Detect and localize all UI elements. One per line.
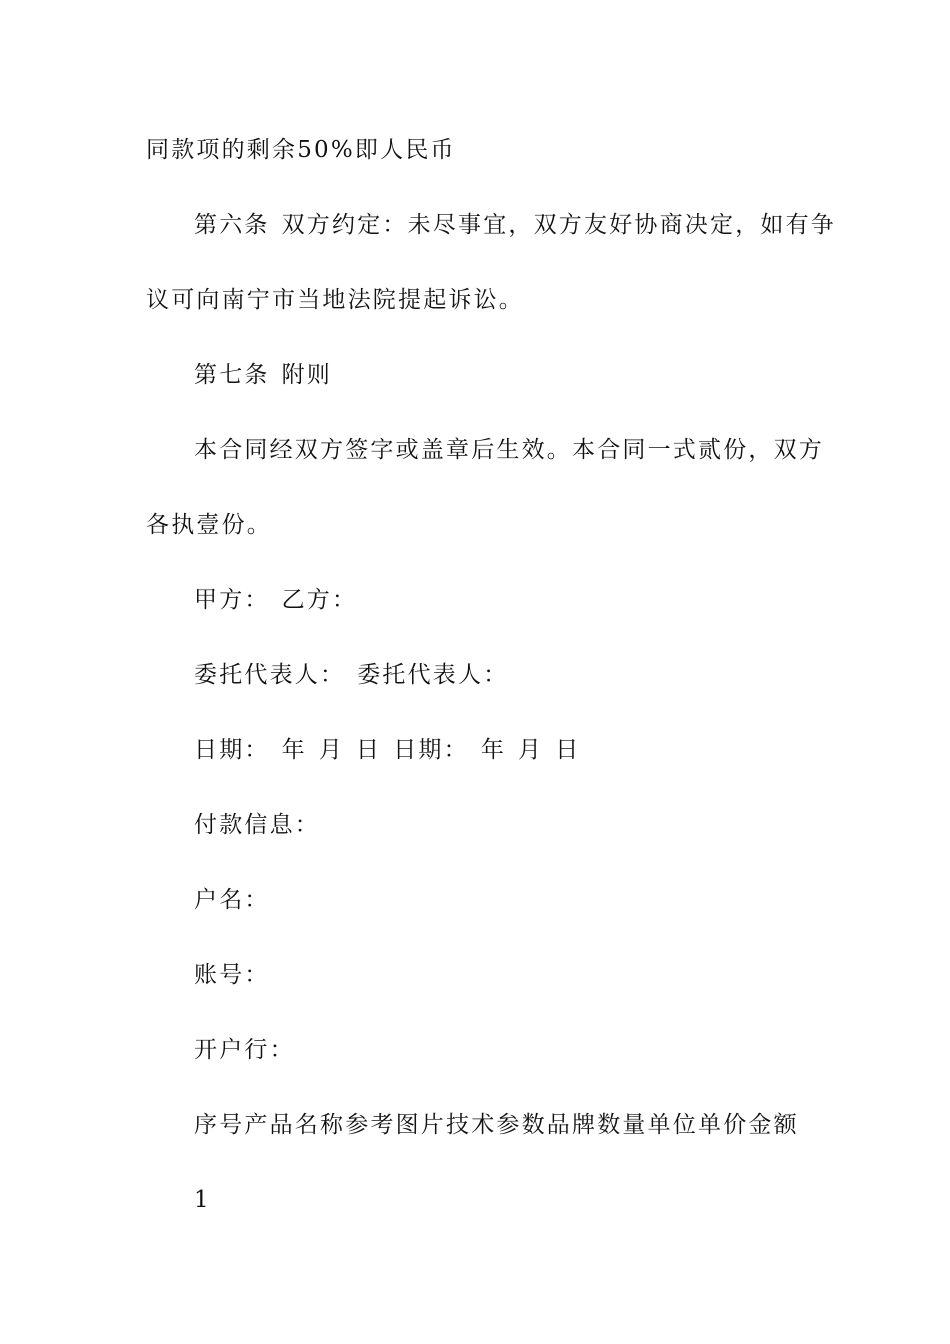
article-6-continuation-text: 议可向南宁市当地法院提起诉讼。 [146,287,524,313]
dates-line [194,735,580,765]
account-name-line [194,885,270,915]
account-name-label: 户名： [194,887,270,913]
effectiveness-continuation [146,510,272,540]
article-6-line [194,210,836,240]
date-b-label: 日期： [393,737,469,763]
representative-a-label: 委托代表人： [194,662,346,688]
date-b-month: 月 [518,737,544,763]
payment-info-line [194,810,320,840]
representative-b-label: 委托代表人： [357,662,509,688]
article-6-heading: 第六条 [194,212,270,238]
article-7-title: 附则 [281,362,333,388]
payment-remainder-text: 同款项的剩余50%即人民币 [146,137,456,163]
date-b-year: 年 [480,737,507,763]
article-7-line [194,360,332,390]
party-a-label: 甲方： [194,587,270,613]
date-a-month: 月 [318,737,345,763]
date-a-year: 年 [281,737,307,763]
product-table-header: 序号产品名称参考图片技术参数品牌数量单位单价金额 [194,1112,799,1138]
article-7-heading: 第七条 [194,362,270,388]
date-a-day: 日 [356,737,382,763]
date-b-day: 日 [555,737,581,763]
bank-line [194,1035,295,1065]
party-b-label: 乙方： [281,587,358,613]
account-number-label: 账号： [194,962,270,988]
bank-label: 开户行： [194,1037,295,1063]
article-6-continuation [146,285,524,315]
effectiveness-continuation-text: 各执壹份。 [146,512,272,538]
table-row-number: 1 [194,1187,211,1213]
account-number-line [194,960,270,990]
effectiveness-line [194,435,824,465]
parties-line [194,585,357,615]
payment-remainder-line [146,135,456,165]
article-6-text: 双方约定：未尽事宜，双方友好协商决定，如有争 [281,212,837,238]
table-row-line [194,1185,211,1215]
table-header-line [194,1110,799,1140]
payment-info-label: 付款信息： [194,812,320,838]
date-a-label: 日期： [194,737,270,763]
representatives-line [194,660,508,690]
effectiveness-text: 本合同经双方签字或盖章后生效。本合同一式贰份，双方 [194,437,824,463]
